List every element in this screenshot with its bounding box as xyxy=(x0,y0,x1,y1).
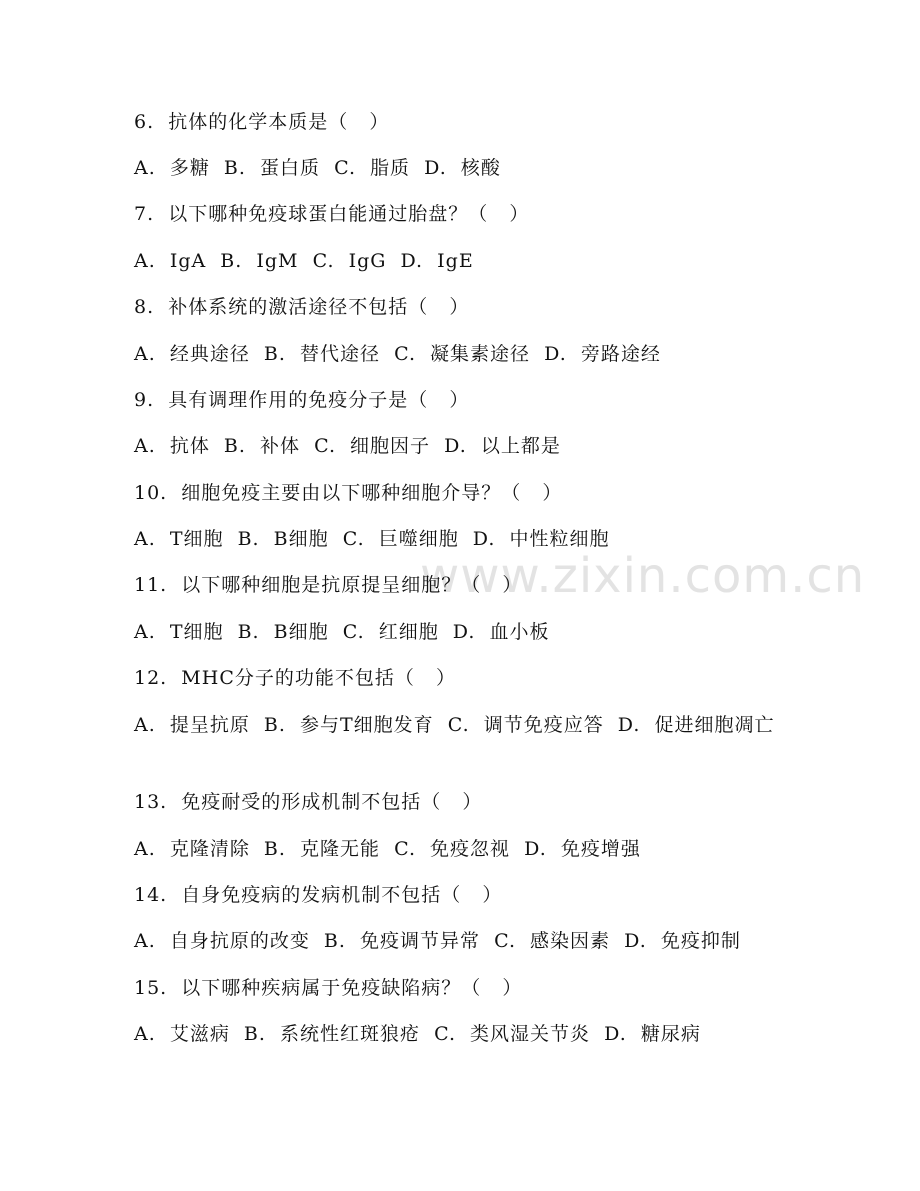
question-6: 6. 抗体的化学本质是（ ） xyxy=(134,111,390,133)
question-8: 8. 补体系统的激活途径不包括（ ） xyxy=(134,296,470,318)
question-9: 9. 具有调理作用的免疫分子是（ ） xyxy=(134,389,470,411)
question-10: 10. 细胞免疫主要由以下哪种细胞介导？（ ） xyxy=(134,482,563,504)
options-9: A. 抗体 B. 补体 C. 细胞因子 D. 以上都是 xyxy=(134,435,561,457)
options-7: A. IgA B. IgM C. IgG D. IgE xyxy=(134,250,474,272)
question-15: 15. 以下哪种疾病属于免疫缺陷病？（ ） xyxy=(134,977,523,999)
question-7: 7. 以下哪种免疫球蛋白能通过胎盘？（ ） xyxy=(134,203,530,225)
question-13: 13. 免疫耐受的形成机制不包括（ ） xyxy=(134,791,483,813)
options-14: A. 自身抗原的改变 B. 免疫调节异常 C. 感染因素 D. 免疫抑制 xyxy=(134,930,741,952)
options-13: A. 克隆清除 B. 克隆无能 C. 免疫忽视 D. 免疫增强 xyxy=(134,838,641,860)
options-8: A. 经典途径 B. 替代途径 C. 凝集素途径 D. 旁路途经 xyxy=(134,343,661,365)
watermark: www.zixin.com.cn xyxy=(420,548,866,604)
options-6: A. 多糖 B. 蛋白质 C. 脂质 D. 核酸 xyxy=(134,157,501,179)
options-11: A. T细胞 B. B细胞 C. 红细胞 D. 血小板 xyxy=(134,621,550,643)
question-11: 11. 以下哪种细胞是抗原提呈细胞？（ ） xyxy=(134,574,523,596)
question-14: 14. 自身免疫病的发病机制不包括（ ） xyxy=(134,884,503,906)
options-15: A. 艾滋病 B. 系统性红斑狼疮 C. 类风湿关节炎 D. 糖尿病 xyxy=(134,1023,701,1045)
options-10: A. T细胞 B. B细胞 C. 巨噬细胞 D. 中性粒细胞 xyxy=(134,528,610,550)
question-12: 12. MHC分子的功能不包括（ ） xyxy=(134,667,456,689)
options-12: A. 提呈抗原 B. 参与T细胞发育 C. 调节免疫应答 D. 促进细胞凋亡 xyxy=(134,714,775,736)
